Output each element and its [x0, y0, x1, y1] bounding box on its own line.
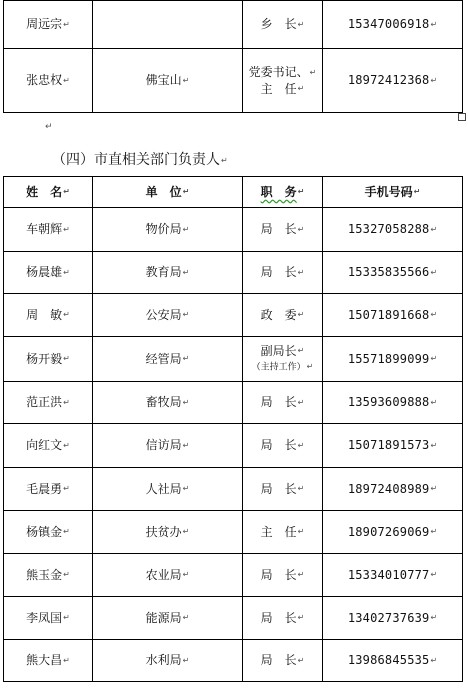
table-row	[4, 640, 463, 682]
title-text: 主 任	[260, 524, 297, 539]
header-title: 职 务↵	[243, 177, 323, 208]
unit-name: 经管局	[145, 351, 182, 366]
return-mark: ↵	[63, 75, 70, 85]
person-name: 向红文	[26, 438, 63, 453]
phone-cell	[323, 554, 463, 597]
return-mark: ↵	[297, 527, 305, 537]
unit-cell	[93, 1, 243, 49]
return-mark: ↵	[182, 354, 190, 364]
title-cell	[243, 640, 323, 682]
title-line	[243, 343, 322, 360]
title-cell	[243, 382, 323, 424]
title-cell	[243, 1, 323, 49]
person-name: 毛晨勇	[26, 481, 63, 496]
top-table-body	[4, 1, 463, 113]
return-mark: ↵	[430, 655, 438, 665]
paragraph-mark: ↵	[45, 122, 53, 132]
unit-cell	[93, 252, 243, 294]
phone-number: 18972408989	[347, 481, 430, 496]
return-mark: ↵	[297, 267, 305, 277]
table-row	[4, 49, 463, 113]
phone-number: 15334010777	[347, 567, 430, 582]
unit-name: 水利局	[145, 653, 182, 668]
return-mark: ↵	[297, 397, 305, 407]
header-name: 姓 名↵	[4, 177, 93, 208]
phone-number: 15335835566	[347, 265, 430, 280]
title-cell	[243, 597, 323, 640]
title-line	[243, 16, 322, 33]
name-cell	[4, 468, 93, 511]
title-text: 乡 长	[260, 17, 297, 32]
unit-cell	[93, 597, 243, 640]
table-row	[4, 554, 463, 597]
phone-number: 13402737639	[347, 610, 430, 625]
return-mark: ↵	[430, 613, 438, 623]
name-cell	[4, 337, 93, 382]
name-cell	[4, 382, 93, 424]
title-line	[243, 652, 322, 669]
return-mark: ↵	[63, 224, 70, 234]
department-table-body	[4, 177, 463, 682]
table-row	[4, 1, 463, 49]
name-cell	[4, 252, 93, 294]
person-name: 李凤国	[26, 610, 63, 625]
return-mark: ↵	[63, 310, 70, 320]
title-line	[243, 221, 322, 238]
title-text: 局 长	[260, 610, 297, 625]
person-name: 熊大昌	[26, 653, 63, 668]
return-mark: ↵	[430, 19, 438, 29]
unit-cell	[93, 511, 243, 554]
phone-number: 15347006918	[347, 17, 430, 32]
title-line	[243, 567, 322, 584]
phone-number: 18972412368	[347, 73, 430, 88]
unit-name: 教育局	[145, 265, 182, 280]
unit-cell	[93, 208, 243, 252]
title-text: 主 任	[260, 81, 297, 96]
title-text: 局 长	[260, 222, 297, 237]
unit-name: 扶贫办	[145, 524, 182, 539]
title-line	[243, 524, 322, 541]
return-mark: ↵	[182, 397, 190, 407]
title-text: 局 长	[260, 653, 297, 668]
person-name: 周 敏	[26, 307, 63, 322]
title-cell	[243, 554, 323, 597]
title-text: 局 长	[260, 481, 297, 496]
phone-cell	[323, 208, 463, 252]
unit-cell	[93, 424, 243, 468]
title-line	[243, 264, 322, 281]
title-cell	[243, 511, 323, 554]
return-mark: ↵	[182, 570, 190, 580]
table-row	[4, 208, 463, 252]
return-mark: ↵	[63, 527, 70, 537]
table-row	[4, 382, 463, 424]
person-name: 熊玉金	[26, 567, 63, 582]
return-mark: ↵	[297, 310, 305, 320]
name-cell	[4, 1, 93, 49]
title-text: 局 长	[260, 395, 297, 410]
phone-number: 15571899099	[347, 351, 430, 366]
return-mark: ↵	[182, 267, 190, 277]
top-contact-table	[3, 0, 463, 113]
return-mark: ↵	[221, 155, 228, 165]
header-unit: 单 位↵	[93, 177, 243, 208]
return-mark: ↵	[297, 440, 305, 450]
return-mark: ↵	[297, 19, 305, 29]
phone-number: 15071891668	[347, 307, 430, 322]
unit-name: 佛宝山	[145, 73, 182, 88]
unit-name: 农业局	[145, 567, 182, 582]
return-mark: ↵	[297, 613, 305, 623]
return-mark: ↵	[182, 484, 190, 494]
phone-cell	[323, 597, 463, 640]
person-name: 周远宗	[26, 17, 63, 32]
person-name: 车朝辉	[26, 222, 63, 237]
unit-name: 信访局	[145, 438, 182, 453]
unit-cell	[93, 382, 243, 424]
section-title	[52, 149, 228, 169]
name-cell	[4, 597, 93, 640]
title-cell	[243, 294, 323, 337]
title-text: （主持工作）	[251, 362, 306, 373]
return-mark: ↵	[63, 484, 70, 494]
return-mark: ↵	[309, 67, 317, 77]
phone-number: 15327058288	[347, 222, 430, 237]
phone-cell	[323, 252, 463, 294]
unit-cell	[93, 49, 243, 113]
title-text: 副局长	[260, 343, 297, 358]
return-mark: ↵	[63, 655, 70, 665]
phone-number: 13593609888	[347, 395, 430, 410]
return-mark: ↵	[297, 346, 305, 355]
table-row	[4, 468, 463, 511]
phone-number: 13986845535	[347, 653, 430, 668]
name-cell	[4, 294, 93, 337]
return-mark: ↵	[430, 440, 438, 450]
return-mark: ↵	[63, 397, 70, 407]
person-name: 张忠权	[26, 73, 63, 88]
name-cell	[4, 554, 93, 597]
title-line	[243, 81, 322, 98]
title-line	[243, 481, 322, 498]
return-mark: ↵	[297, 570, 305, 580]
return-mark: ↵	[182, 613, 190, 623]
table-header-row	[4, 177, 463, 208]
return-mark: ↵	[63, 267, 70, 277]
title-cell	[243, 424, 323, 468]
person-name: 范正洪	[26, 395, 63, 410]
person-name: 杨开毅	[26, 351, 63, 366]
title-line	[243, 610, 322, 627]
return-mark: ↵	[306, 362, 314, 371]
unit-cell	[93, 640, 243, 682]
unit-cell	[93, 337, 243, 382]
return-mark: ↵	[430, 570, 438, 580]
title-text: 局 长	[260, 438, 297, 453]
unit-name: 物价局	[145, 222, 182, 237]
return-mark: ↵	[430, 527, 438, 537]
title-text: 党委书记、	[248, 65, 309, 79]
phone-number: 18907269069	[347, 524, 430, 539]
table-row	[4, 511, 463, 554]
return-mark: ↵	[63, 570, 70, 580]
phone-cell	[323, 1, 463, 49]
title-cell	[243, 337, 323, 382]
unit-name: 畜牧局	[145, 395, 182, 410]
phone-cell	[323, 49, 463, 113]
unit-name: 人社局	[145, 481, 182, 496]
return-mark: ↵	[63, 613, 70, 623]
return-mark: ↵	[182, 655, 190, 665]
phone-cell	[323, 511, 463, 554]
return-mark: ↵	[63, 440, 70, 450]
return-mark: ↵	[182, 440, 190, 450]
unit-name: 公安局	[145, 307, 182, 322]
title-line	[243, 437, 322, 454]
header-phone: 手机号码↵	[323, 177, 463, 208]
name-cell	[4, 424, 93, 468]
table-row	[4, 294, 463, 337]
return-mark: ↵	[430, 310, 438, 320]
title-line	[243, 307, 322, 324]
return-mark: ↵	[430, 267, 438, 277]
person-name: 杨晨雄	[26, 265, 63, 280]
return-mark: ↵	[430, 354, 438, 364]
title-text: 政 委	[260, 307, 297, 322]
title-text: 局 长	[260, 567, 297, 582]
return-mark: ↵	[63, 354, 70, 364]
unit-cell	[93, 468, 243, 511]
title-text: 局 长	[260, 265, 297, 280]
table-resize-handle[interactable]	[458, 113, 466, 121]
return-mark: ↵	[63, 19, 70, 29]
return-mark: ↵	[430, 484, 438, 494]
return-mark: ↵	[182, 75, 190, 85]
phone-cell	[323, 640, 463, 682]
unit-cell	[93, 554, 243, 597]
section-title-text: （四）市直相关部门负责人	[52, 152, 220, 168]
person-name: 杨镇金	[26, 524, 63, 539]
table-row	[4, 597, 463, 640]
unit-cell	[93, 294, 243, 337]
phone-cell	[323, 294, 463, 337]
phone-cell	[323, 468, 463, 511]
phone-number: 15071891573	[347, 438, 430, 453]
name-cell	[4, 511, 93, 554]
return-mark: ↵	[297, 655, 305, 665]
unit-name: 能源局	[145, 610, 182, 625]
title-cell	[243, 208, 323, 252]
return-mark: ↵	[297, 224, 305, 234]
title-line	[243, 394, 322, 411]
title-line	[243, 64, 322, 81]
table-row	[4, 424, 463, 468]
return-mark: ↵	[182, 310, 190, 320]
return-mark: ↵	[297, 84, 305, 93]
title-cell	[243, 468, 323, 511]
table-row	[4, 252, 463, 294]
phone-cell	[323, 337, 463, 382]
phone-cell	[323, 382, 463, 424]
return-mark: ↵	[430, 397, 438, 407]
title-cell	[243, 252, 323, 294]
return-mark: ↵	[430, 224, 438, 234]
name-cell	[4, 49, 93, 113]
title-cell	[243, 49, 323, 113]
return-mark: ↵	[297, 484, 305, 494]
table-row	[4, 337, 463, 382]
title-line	[243, 359, 322, 376]
name-cell	[4, 640, 93, 682]
return-mark: ↵	[182, 224, 190, 234]
return-mark: ↵	[182, 527, 190, 537]
department-heads-table	[3, 176, 463, 682]
return-mark: ↵	[430, 75, 438, 85]
phone-cell	[323, 424, 463, 468]
name-cell	[4, 208, 93, 252]
